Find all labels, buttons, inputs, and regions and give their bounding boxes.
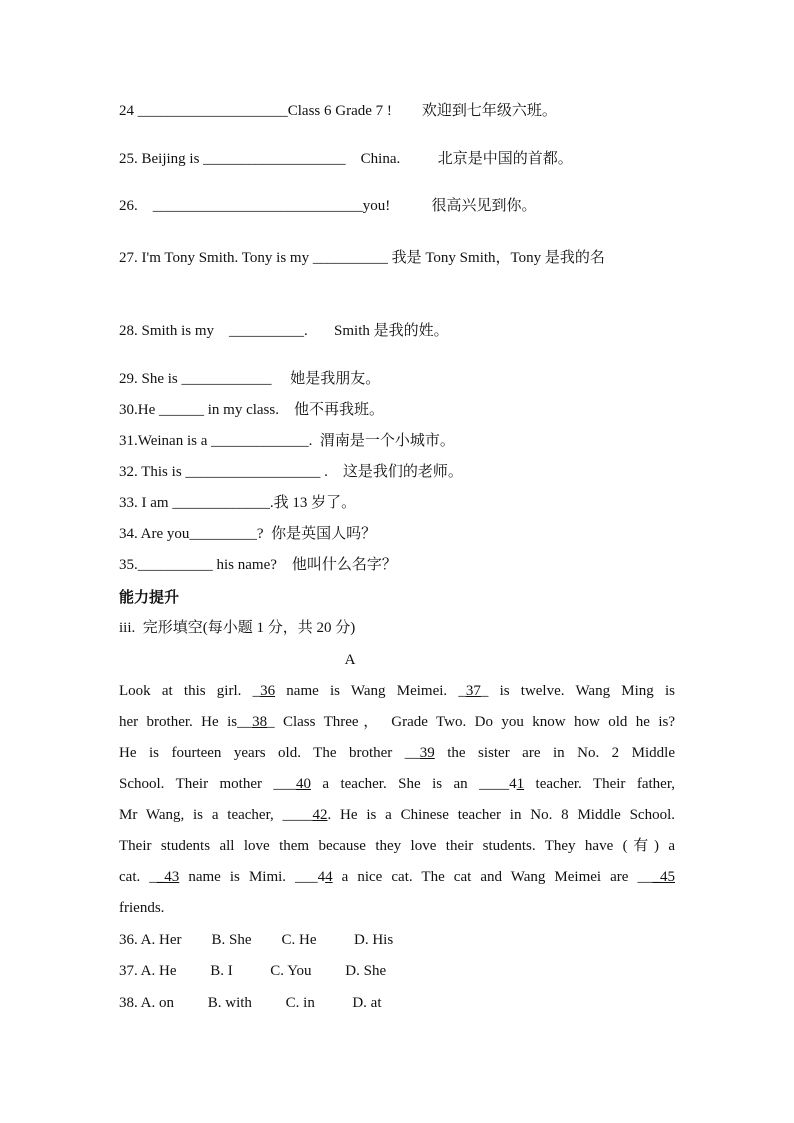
question-27: 27. I'm Tony Smith. Tony is my __________ 我是 Tony Smith，Tony 是我的名 [119,250,605,266]
question-31: 31.Weinan is a _____________. 渭南是一个小城市。 [119,433,455,449]
option-38: 38. A. on B. with C. in D. at [119,995,382,1011]
question-28: 28. Smith is my __________. Smith 是我的姓。 [119,323,449,339]
question-35: 35.__________ his name? 他叫什么名字？ [119,557,397,573]
passage-line: School. Their mother ___40 a teacher. She is an ____41 teacher. Their father, [119,776,675,792]
question-33: 33. I am _____________.我 13 岁了。 [119,495,357,511]
question-34: 34. Are you_________? 你是英国人吗？ [119,526,377,542]
question-24: 24 ____________________Class 6 Grade 7 ! 欢迎到七年级六班。 [119,103,557,119]
passage-line: He is fourteen years old. The brother __39 the sister are in No. 2 Middle [119,745,675,761]
passage-line: friends. [119,900,165,916]
passage-line: Their students all love them because they love their students. They have (有) a [119,838,675,854]
option-37: 37. A. He B. I C. You D. She [119,963,387,979]
question-30: 30.He ______ in my class. 他不再我班。 [119,402,384,418]
question-29: 29. She is ____________ 她是我朋友。 [119,371,381,387]
passage-line: Look at this girl. _36 name is Wang Meimei. _37_ is twelve. Wang Ming is [119,683,675,699]
passage-line: cat. __43 name is Mimi. ___44 a nice cat. The cat and Wang Meimei are ___45 [119,869,676,885]
cloze-passage [119,681,675,929]
option-36: 36. A. Her B. She C. He D. His [119,932,394,948]
question-26: 26. ____________________________you! 很高兴见到你。 [119,198,537,214]
passage-line: Mr Wang, is a teacher, ____42. He is a Chinese teacher in No. 8 Middle School. [119,807,675,823]
passage-label: A [344,652,356,668]
passage-line: her brother. He is__38_ Class Three， Grade Two. Do you know how old he is? [119,714,675,730]
question-32: 32. This is __________________ . 这是我们的老师。 [119,464,463,480]
section-title: 能力提升 [119,588,180,606]
section-subtitle: iii. 完形填空(每小题 1 分，共 20 分) [119,620,356,636]
question-25: 25. Beijing is ___________________ China. 北京是中国的首都。 [119,151,573,167]
